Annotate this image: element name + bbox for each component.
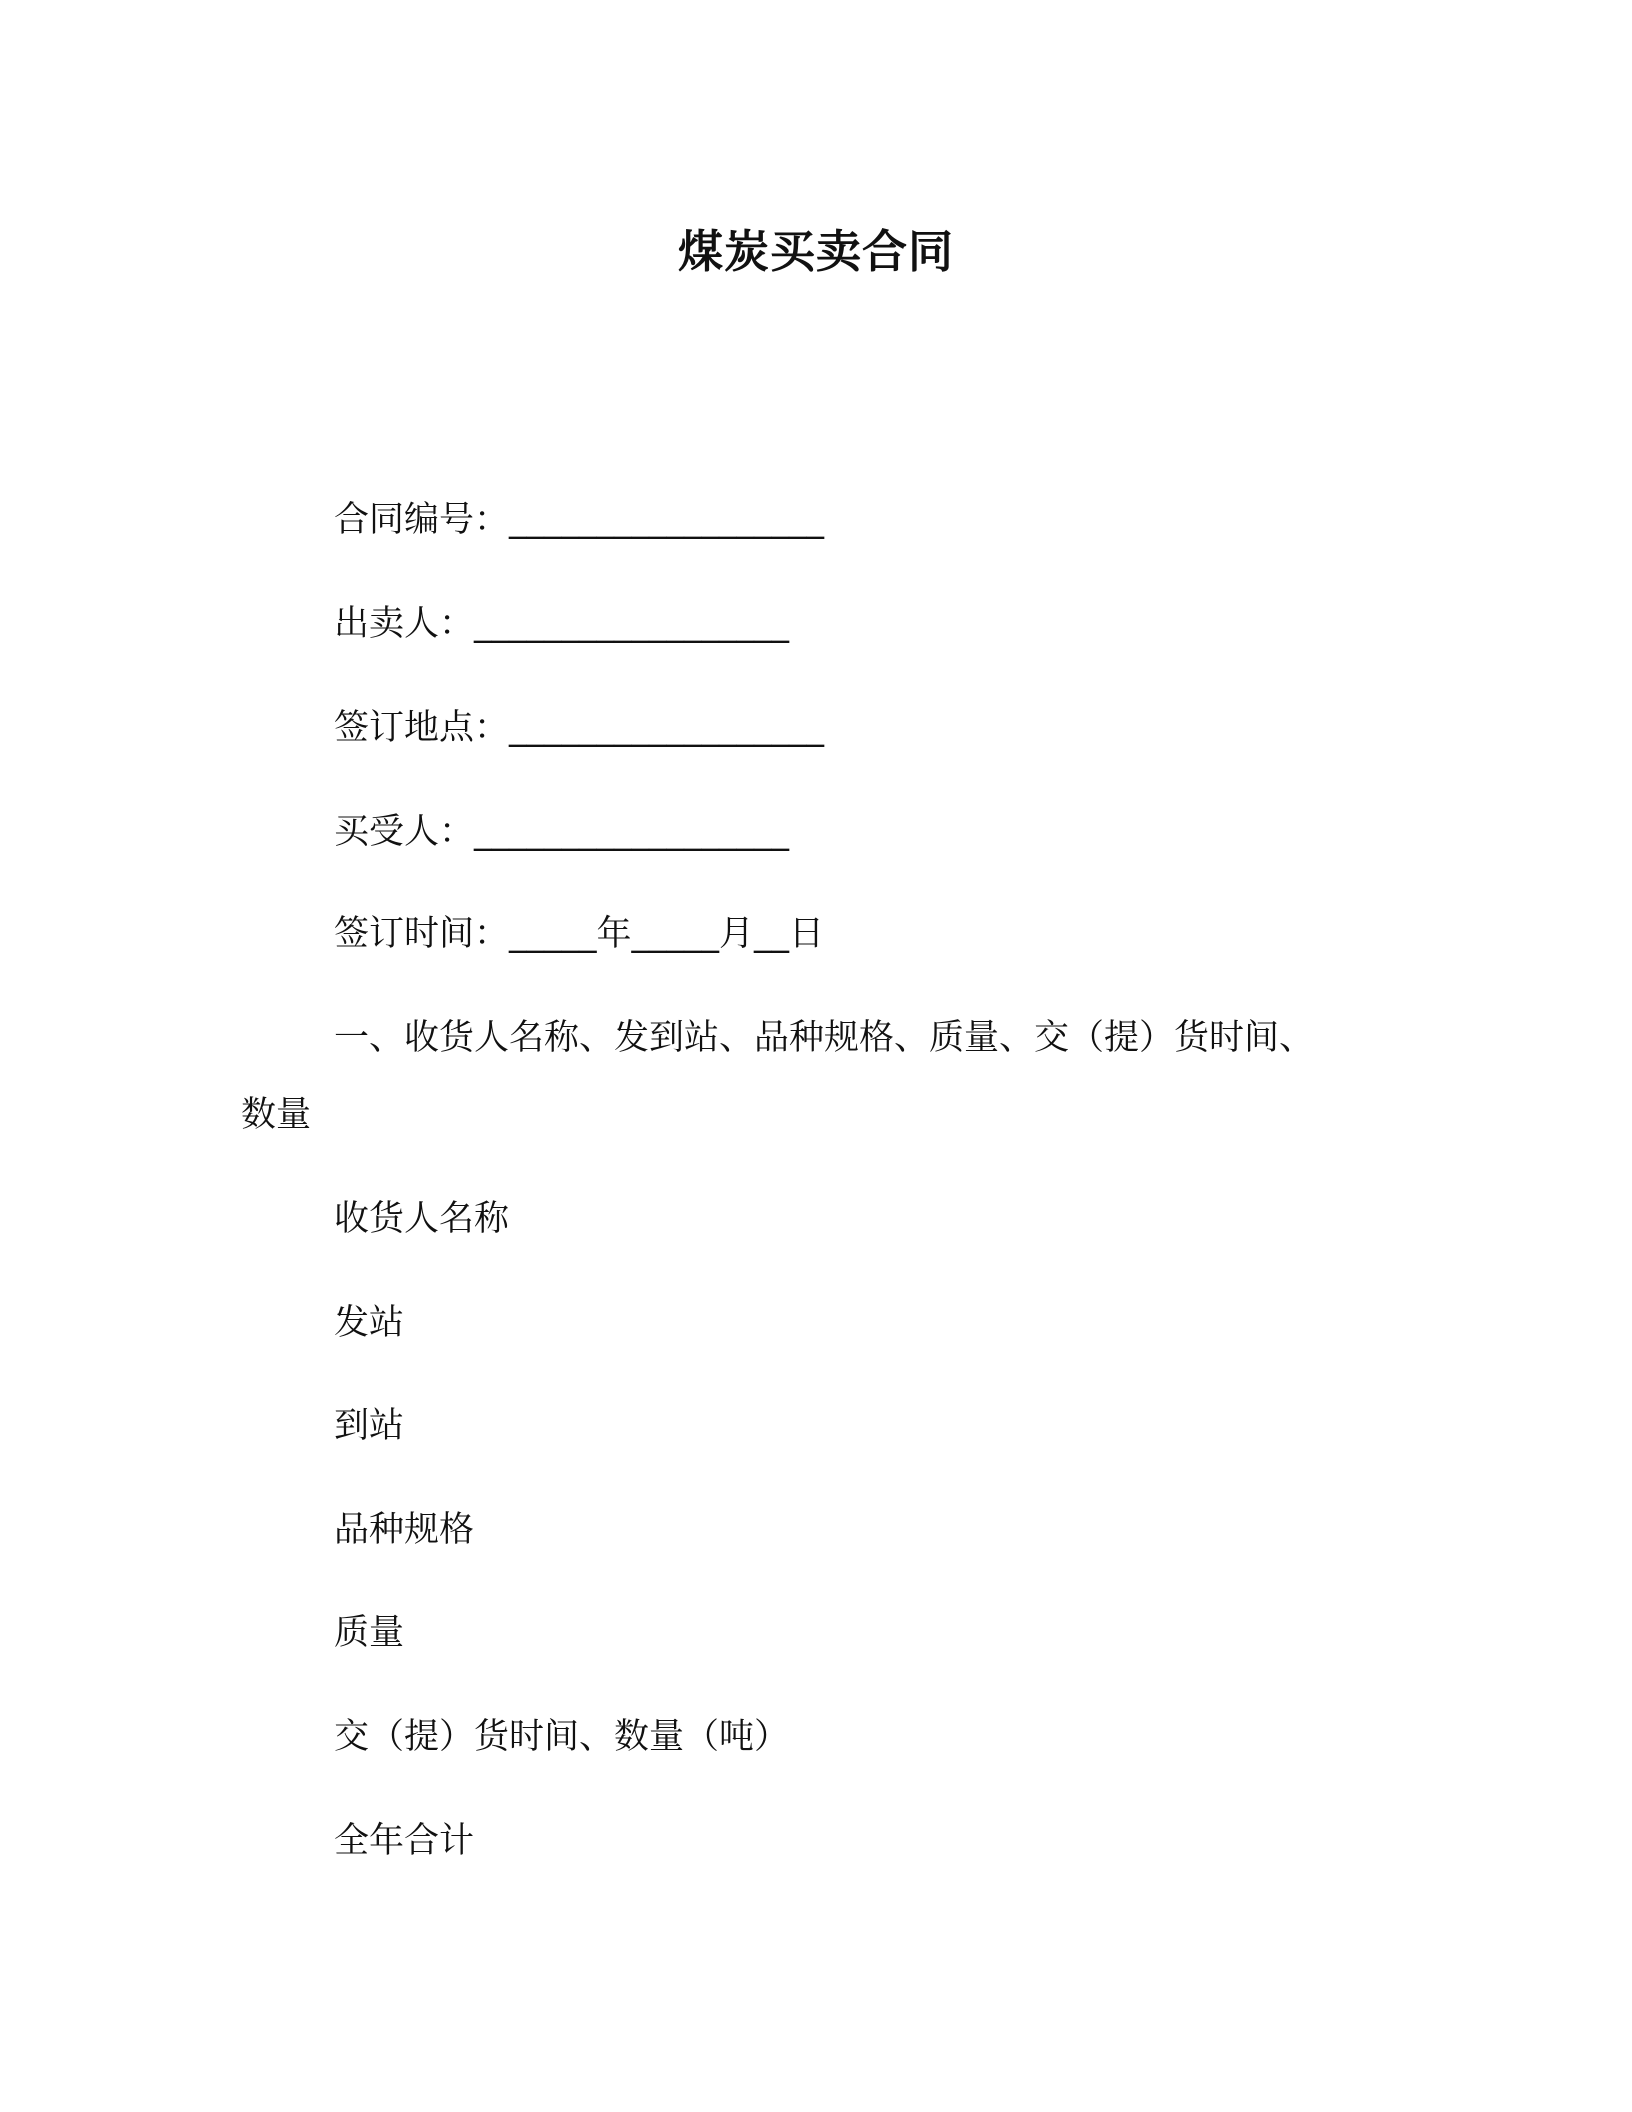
section-heading-line2: 数量 <box>241 1095 312 1135</box>
list-item-departure-station: 发站 <box>334 1303 405 1343</box>
list-item-consignee-name: 收货人名称 <box>334 1199 510 1239</box>
buyer-field: 买受人：__________________ <box>334 812 790 852</box>
contract-number-field: 合同编号：__________________ <box>334 500 825 540</box>
list-item-variety-spec: 品种规格 <box>334 1510 475 1550</box>
section-heading-line1: 一、收货人名称、发到站、品种规格、质量、交（提）货时间、 <box>334 1018 1315 1058</box>
document-title: 煤炭买卖合同 <box>677 225 954 278</box>
list-item-annual-total: 全年合计 <box>334 1821 475 1861</box>
signing-time-field: 签订时间：_____年_____月__日 <box>334 914 825 954</box>
seller-field: 出卖人：__________________ <box>334 604 790 644</box>
list-item-delivery-time-quantity: 交（提）货时间、数量（吨） <box>334 1717 790 1757</box>
signing-place-field: 签订地点：__________________ <box>334 708 825 748</box>
list-item-arrival-station: 到站 <box>334 1406 405 1446</box>
list-item-quality: 质量 <box>334 1613 405 1653</box>
